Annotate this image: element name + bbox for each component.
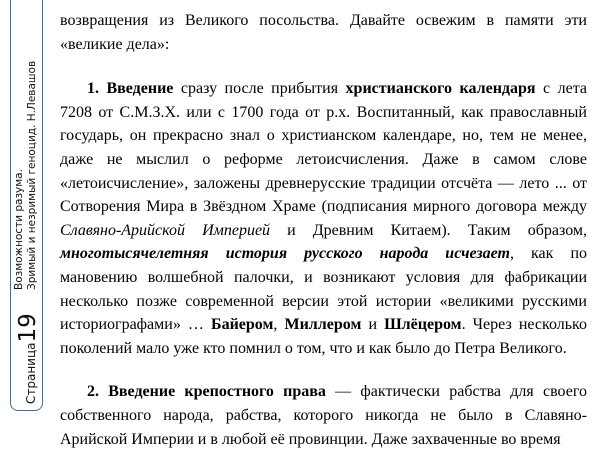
- italic-term: Славяно-Арийской Империей: [60, 221, 271, 239]
- bold-term: христианского календаря: [345, 80, 536, 98]
- page-number-label: [15, 313, 41, 404]
- page-body: [60, 0, 587, 451]
- text: сразу после прибытия: [173, 80, 346, 98]
- paragraph-serfdom: [60, 380, 587, 451]
- name-bayer: Байером: [211, 316, 274, 334]
- paragraph-intro-text: возвращения из Великого посольства. Давайте освежим в памяти эти «великие дела»:: [60, 12, 587, 53]
- item-1-heading: 1. Введение: [87, 80, 174, 98]
- text: . Через несколько поколений мало уже кто помнил о том, что и как было до Петра Великого.: [60, 316, 588, 357]
- text: , как по мановению волшебной палочки, и возникают условия для фабрикации несколько позже современной версии этой истории «великими русскими историографами» …: [60, 245, 587, 334]
- page-number: 19: [15, 313, 41, 343]
- text: и: [361, 316, 385, 334]
- name-schlozer: Шлёцером: [384, 316, 462, 334]
- item-2-heading: 2. Введение крепостного права: [87, 383, 326, 401]
- name-miller: Миллером: [284, 316, 362, 334]
- page-word: Страница: [24, 342, 38, 404]
- bold-italic-term: многотысячелетняя история русского народа исчезает: [60, 245, 510, 263]
- text: и Древним Китаем). Таким образом,: [270, 221, 588, 239]
- sidebar-book-title: Возможности разума.: [13, 169, 25, 290]
- sidebar-book-subtitle: Зримый и незримый геноцид. Н.Левашов: [26, 60, 38, 290]
- text: — фактически рабства для своего собственного народа, рабства, которого никогда не было в Славяно-Арийской Империи и в любой её провинции. Даже захваченные во время: [60, 383, 587, 448]
- paragraph-intro: [60, 9, 587, 56]
- page-sidebar: [0, 0, 49, 423]
- text: ,: [273, 316, 285, 334]
- paragraph-calendar: [60, 77, 587, 360]
- text: с лета 7208 от С.М.З.Х. или с 1700 года от р.х. Воспитанный, как православный государь, он прекрасно знал о христианском календаре, но, тем не менее, даже не мыслил о реформе летоисчисления. Даже в самом слове «летоисчисление», заложены древнерусские традиции отсчёта — лето ... от Сотворения Мира в Звёздном Храме (подписания мирного договора между: [60, 80, 587, 216]
